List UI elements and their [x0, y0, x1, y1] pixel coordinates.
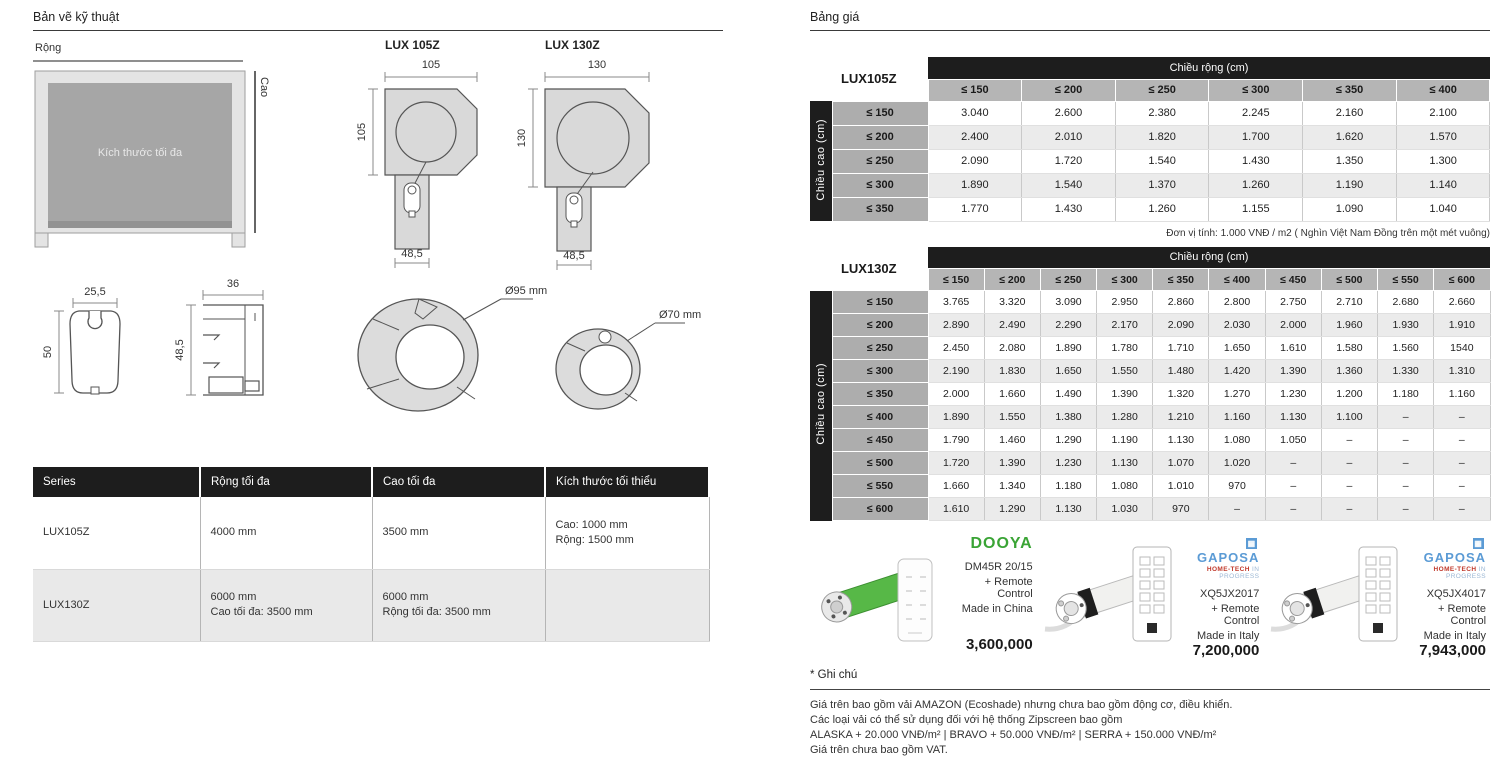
price-cell: 3.320: [984, 291, 1040, 314]
price-cell: 2.450: [928, 337, 984, 360]
price-cell: 1.130: [1040, 498, 1096, 521]
price-cell: 1.155: [1209, 197, 1303, 221]
width-col-header: ≤ 400: [1396, 79, 1490, 101]
dooya-info: [950, 533, 1037, 655]
width-col-header: ≤ 350: [1153, 269, 1209, 291]
price-row: [810, 197, 1490, 221]
height-row-header: ≤ 400: [832, 406, 928, 429]
price-cell: 1.100: [1321, 406, 1377, 429]
technical-drawings: [33, 37, 723, 463]
note-line: Giá trên bao gồm vải AMAZON (Ecoshade) nhưng chưa bao gồm động cơ, điều khiển.: [810, 699, 1233, 711]
gaposa-2017-price: 7,200,000: [1192, 642, 1260, 659]
price-cell: 1540: [1434, 337, 1490, 360]
svg-text:Kích thước tối đa: Kích thước tối đa: [97, 147, 183, 159]
gaposa-logo-2: ▦GAPOSA HOME-TECH IN PROGRESS: [1423, 539, 1487, 580]
price-cell: 3.090: [1040, 291, 1096, 314]
gaposa-2017-info: [1187, 533, 1264, 659]
price-cell: –: [1321, 429, 1377, 452]
profile-lux130z: [516, 38, 649, 270]
spec-cell: Cao: 1000 mm Rộng: 1500 mm: [545, 497, 709, 569]
price-cell: –: [1434, 429, 1490, 452]
product-gaposa-4017: [1263, 533, 1490, 659]
price-row: [810, 125, 1490, 149]
height-header: Chiều cao (cm): [810, 291, 832, 521]
price-cell: 2.400: [928, 125, 1022, 149]
price-cell: –: [1434, 475, 1490, 498]
price-cell: 1.550: [1097, 360, 1153, 383]
price-cell: 2.190: [928, 360, 984, 383]
width-col-header: ≤ 450: [1265, 269, 1321, 291]
dooya-line3: Made in China: [961, 603, 1033, 615]
price-cell: 1.830: [984, 360, 1040, 383]
price-cell: 1.650: [1209, 337, 1265, 360]
price-cell: 1.230: [1265, 383, 1321, 406]
note-line: Giá trên chưa bao gồm VAT.: [810, 744, 948, 756]
price-cell: 1.390: [984, 452, 1040, 475]
gaposa-2017-line3: Made in Italy: [1196, 630, 1260, 642]
spec-cell: 6000 mm Cao tối đa: 3500 mm: [200, 569, 372, 641]
spec-cell: 4000 mm: [200, 497, 372, 569]
note-line: ALASKA + 20.000 VNĐ/m² | BRAVO + 50.000 VNĐ/m² | SERRA + 150.000 VNĐ/m²: [810, 729, 1217, 741]
price-cell: –: [1378, 429, 1434, 452]
price-cell: 2.000: [1265, 314, 1321, 337]
tube-70: [556, 309, 701, 409]
price-cell: 1.080: [1097, 475, 1153, 498]
price-cell: 1.280: [1097, 406, 1153, 429]
price-cell: 1.380: [1040, 406, 1096, 429]
price-cell: 1.340: [984, 475, 1040, 498]
price-cell: –: [1265, 452, 1321, 475]
price-cell: 1.330: [1378, 360, 1434, 383]
price-table-lux105z: [810, 57, 1490, 222]
table-series-label: LUX130Z: [810, 247, 928, 291]
spec-col-header: Cao tối đa: [372, 467, 545, 497]
svg-text:36: 36: [226, 278, 240, 290]
price-cell: 2.290: [1040, 314, 1096, 337]
price-cell: 1.080: [1209, 429, 1265, 452]
svg-text:25,5: 25,5: [84, 286, 106, 298]
width-col-header: ≤ 200: [984, 269, 1040, 291]
width-col-header: ≤ 150: [928, 269, 984, 291]
height-row-header: ≤ 600: [832, 498, 928, 521]
notes-section: [810, 669, 1490, 758]
price-cell: 2.950: [1097, 291, 1153, 314]
width-col-header: ≤ 350: [1303, 79, 1397, 101]
price-cell: 1.180: [1040, 475, 1096, 498]
height-row-header: ≤ 550: [832, 475, 928, 498]
svg-text:Rộng: Rộng: [35, 42, 62, 54]
price-cell: 1.480: [1153, 360, 1209, 383]
width-col-header: ≤ 550: [1378, 269, 1434, 291]
price-cell: –: [1321, 475, 1377, 498]
price-cell: 1.820: [1115, 125, 1209, 149]
price-section: [810, 10, 1490, 758]
price-cell: 1.290: [1040, 429, 1096, 452]
channel-section: [174, 278, 263, 395]
spec-table: [33, 467, 710, 642]
motor-products: [810, 533, 1490, 659]
price-cell: 2.090: [1153, 314, 1209, 337]
price-cell: 2.090: [928, 149, 1022, 173]
price-table-lux130z-host: [810, 247, 1490, 522]
height-row-header: ≤ 200: [832, 125, 928, 149]
price-cell: 1.030: [1097, 498, 1153, 521]
price-cell: 2.080: [984, 337, 1040, 360]
product-gaposa-2017: [1037, 533, 1264, 659]
price-cell: 1.560: [1378, 337, 1434, 360]
price-cell: 1.200: [1321, 383, 1377, 406]
price-cell: 2.245: [1209, 101, 1303, 125]
right-section-title: Bảng giá: [810, 10, 860, 24]
gaposa-4017-price: 7,943,000: [1419, 642, 1487, 659]
gaposa-4017-line3: Made in Italy: [1423, 630, 1487, 642]
height-row-header: ≤ 450: [832, 429, 928, 452]
width-col-header: ≤ 150: [928, 79, 1022, 101]
dooya-motor-image: [810, 533, 950, 653]
price-cell: 2.490: [984, 314, 1040, 337]
spec-cell: [545, 569, 709, 641]
price-row: [810, 101, 1490, 125]
price-cell: 1.430: [1022, 197, 1116, 221]
price-cell: 2.750: [1265, 291, 1321, 314]
price-cell: 1.350: [1303, 149, 1397, 173]
price-cell: 1.040: [1396, 197, 1490, 221]
price-cell: 1.010: [1153, 475, 1209, 498]
height-row-header: ≤ 500: [832, 452, 928, 475]
spec-cell: LUX105Z: [33, 497, 200, 569]
price-cell: 1.130: [1265, 406, 1321, 429]
profile-lux105z: [356, 38, 477, 268]
price-cell: 1.360: [1321, 360, 1377, 383]
technical-drawings-section: [33, 10, 723, 642]
price-row: [810, 291, 1490, 314]
price-cell: 2.600: [1022, 101, 1116, 125]
gaposa-4017-line2: + Remote Control: [1438, 603, 1487, 627]
price-cell: 1.290: [984, 498, 1040, 521]
price-row: [810, 314, 1490, 337]
spec-cell: LUX130Z: [33, 569, 200, 641]
height-header: Chiều cao (cm): [810, 101, 832, 221]
height-row-header: ≤ 250: [832, 149, 928, 173]
price-cell: 1.890: [928, 406, 984, 429]
gaposa-icon: ▦: [1247, 539, 1257, 548]
notes-title: * Ghi chú: [810, 669, 858, 681]
price-cell: 1.720: [1022, 149, 1116, 173]
price-cell: 1.610: [1265, 337, 1321, 360]
price-cell: –: [1265, 475, 1321, 498]
height-row-header: ≤ 300: [832, 360, 928, 383]
gaposa-2017-line2: + Remote Control: [1211, 603, 1260, 627]
price-cell: 1.300: [1396, 149, 1490, 173]
price-cell: 1.790: [928, 429, 984, 452]
unit-note: Đơn vị tính: 1.000 VNĐ / m2 ( Nghìn Việt Nam Đồng trên một mét vuông): [1166, 227, 1490, 239]
price-cell: 1.610: [928, 498, 984, 521]
spec-row: [33, 569, 709, 641]
dooya-logo: DOOYA: [970, 535, 1033, 552]
price-cell: 970: [1209, 475, 1265, 498]
height-row-header: ≤ 350: [832, 197, 928, 221]
price-cell: 1.260: [1209, 173, 1303, 197]
height-row-header: ≤ 200: [832, 314, 928, 337]
price-cell: 2.010: [1022, 125, 1116, 149]
height-row-header: ≤ 250: [832, 337, 928, 360]
spec-col-header: Kích thước tối thiểu: [545, 467, 709, 497]
svg-text:LUX 130Z: LUX 130Z: [545, 38, 600, 52]
price-cell: 2.000: [928, 383, 984, 406]
price-cell: 1.090: [1303, 197, 1397, 221]
width-col-header: ≤ 400: [1209, 269, 1265, 291]
height-row-header: ≤ 150: [832, 291, 928, 314]
gaposa-2017-model: XQ5JX2017: [1200, 588, 1260, 600]
width-col-header: ≤ 600: [1434, 269, 1490, 291]
price-row: [810, 360, 1490, 383]
height-row-header: ≤ 150: [832, 101, 928, 125]
price-row: [810, 452, 1490, 475]
price-cell: 1.210: [1153, 406, 1209, 429]
price-cell: 1.700: [1209, 125, 1303, 149]
price-cell: 3.765: [928, 291, 984, 314]
price-table-lux105z-host: [810, 57, 1490, 222]
price-row: [810, 173, 1490, 197]
price-row: [810, 429, 1490, 452]
left-title-rule: [33, 30, 723, 31]
price-row: [810, 406, 1490, 429]
price-cell: 1.930: [1378, 314, 1434, 337]
svg-text:LUX 105Z: LUX 105Z: [385, 38, 440, 52]
price-cell: 1.540: [1022, 173, 1116, 197]
price-cell: –: [1434, 406, 1490, 429]
right-title-rule: [810, 30, 1490, 31]
gaposa-icon-2: ▦: [1474, 539, 1483, 548]
width-col-header: ≤ 200: [1022, 79, 1116, 101]
table-series-label: LUX105Z: [810, 57, 928, 101]
price-cell: 1.390: [1097, 383, 1153, 406]
price-cell: 1.890: [928, 173, 1022, 197]
svg-text:48,5: 48,5: [401, 248, 423, 260]
price-cell: 1.160: [1434, 383, 1490, 406]
width-header: Chiều rộng (cm): [928, 247, 1490, 269]
svg-text:50: 50: [42, 345, 54, 359]
spec-row: [33, 497, 709, 569]
svg-text:130: 130: [516, 128, 528, 148]
price-cell: 1.780: [1097, 337, 1153, 360]
svg-text:105: 105: [421, 59, 441, 71]
price-cell: 3.040: [928, 101, 1022, 125]
price-cell: 1.490: [1040, 383, 1096, 406]
price-row: [810, 498, 1490, 521]
dooya-model: DM45R 20/15: [964, 561, 1033, 573]
price-cell: 2.680: [1378, 291, 1434, 314]
price-cell: 2.890: [928, 314, 984, 337]
product-dooya: [810, 533, 1037, 655]
price-cell: 2.800: [1209, 291, 1265, 314]
spec-table-host: [33, 467, 723, 642]
price-cell: 2.380: [1115, 101, 1209, 125]
dooya-line2: + Remote Control: [984, 576, 1033, 600]
price-cell: 2.710: [1321, 291, 1377, 314]
bottombar-section: [42, 286, 120, 394]
svg-text:Cao: Cao: [258, 77, 270, 98]
price-cell: 1.460: [984, 429, 1040, 452]
price-cell: 1.230: [1040, 452, 1096, 475]
width-col-header: ≤ 300: [1097, 269, 1153, 291]
height-row-header: ≤ 300: [832, 173, 928, 197]
price-cell: 1.190: [1097, 429, 1153, 452]
price-row: [810, 149, 1490, 173]
price-cell: 1.070: [1153, 452, 1209, 475]
price-cell: 1.370: [1115, 173, 1209, 197]
price-cell: 2.860: [1153, 291, 1209, 314]
price-cell: –: [1378, 475, 1434, 498]
price-cell: 1.320: [1153, 383, 1209, 406]
price-cell: 1.660: [928, 475, 984, 498]
spec-col-header: Rộng tối đa: [200, 467, 372, 497]
price-cell: –: [1434, 452, 1490, 475]
spec-cell: 6000 mm Rộng tối đa: 3500 mm: [372, 569, 545, 641]
price-cell: 1.430: [1209, 149, 1303, 173]
spec-col-header: Series: [33, 467, 200, 497]
price-cell: 1.720: [928, 452, 984, 475]
price-cell: 1.310: [1434, 360, 1490, 383]
price-cell: 1.570: [1396, 125, 1490, 149]
gaposa-logo: ▦GAPOSA HOME-TECH IN PROGRESS: [1197, 539, 1260, 580]
gaposa-motor-image: [1037, 533, 1187, 653]
svg-text:Ø70 mm: Ø70 mm: [659, 309, 702, 321]
tube-95: [358, 285, 547, 411]
svg-text:48,5: 48,5: [563, 250, 585, 262]
price-cell: 1.390: [1265, 360, 1321, 383]
price-cell: 1.910: [1434, 314, 1490, 337]
price-cell: 1.270: [1209, 383, 1265, 406]
price-cell: 970: [1153, 498, 1209, 521]
svg-text:Ø95 mm: Ø95 mm: [505, 285, 548, 297]
max-size-diagram: [33, 42, 270, 247]
width-col-header: ≤ 300: [1209, 79, 1303, 101]
price-row: [810, 337, 1490, 360]
price-cell: 2.030: [1209, 314, 1265, 337]
price-cell: –: [1265, 498, 1321, 521]
spec-cell: 3500 mm: [372, 497, 545, 569]
price-cell: –: [1378, 406, 1434, 429]
width-col-header: ≤ 250: [1115, 79, 1209, 101]
price-cell: 1.180: [1378, 383, 1434, 406]
price-cell: –: [1321, 498, 1377, 521]
price-cell: 1.260: [1115, 197, 1209, 221]
price-cell: 1.620: [1303, 125, 1397, 149]
price-row: [810, 383, 1490, 406]
price-cell: 2.170: [1097, 314, 1153, 337]
height-row-header: ≤ 350: [832, 383, 928, 406]
price-cell: 1.190: [1303, 173, 1397, 197]
price-cell: 1.540: [1115, 149, 1209, 173]
price-cell: –: [1434, 498, 1490, 521]
price-cell: –: [1378, 452, 1434, 475]
price-cell: 1.890: [1040, 337, 1096, 360]
gaposa-motor-image-2: [1263, 533, 1413, 653]
dooya-price: 3,600,000: [965, 636, 1033, 653]
price-cell: 1.130: [1097, 452, 1153, 475]
gaposa-4017-model: XQ5JX4017: [1426, 588, 1487, 600]
price-cell: 1.710: [1153, 337, 1209, 360]
price-cell: 2.660: [1434, 291, 1490, 314]
price-cell: 1.770: [928, 197, 1022, 221]
svg-text:48,5: 48,5: [174, 339, 186, 361]
notes-lines: [810, 698, 1490, 758]
price-cell: 1.420: [1209, 360, 1265, 383]
width-col-header: ≤ 250: [1040, 269, 1096, 291]
price-cell: –: [1378, 498, 1434, 521]
gaposa-4017-info: [1413, 533, 1490, 659]
price-cell: 1.130: [1153, 429, 1209, 452]
price-cell: –: [1321, 452, 1377, 475]
price-cell: 2.160: [1303, 101, 1397, 125]
note-line: Các loại vải có thể sử dụng đối với hệ thống Zipscreen bao gồm: [810, 714, 1123, 726]
price-cell: 1.160: [1209, 406, 1265, 429]
price-cell: 1.050: [1265, 429, 1321, 452]
price-cell: 1.020: [1209, 452, 1265, 475]
width-header: Chiều rộng (cm): [928, 57, 1490, 79]
price-table-lux130z: [810, 247, 1491, 522]
price-cell: 1.660: [984, 383, 1040, 406]
price-cell: –: [1209, 498, 1265, 521]
price-cell: 2.100: [1396, 101, 1490, 125]
svg-text:130: 130: [587, 59, 607, 71]
price-cell: 1.580: [1321, 337, 1377, 360]
price-cell: 1.960: [1321, 314, 1377, 337]
price-row: [810, 475, 1490, 498]
notes-rule: [810, 689, 1490, 690]
width-col-header: ≤ 500: [1321, 269, 1377, 291]
svg-text:105: 105: [356, 122, 368, 142]
price-cell: 1.140: [1396, 173, 1490, 197]
left-section-title: Bản vẽ kỹ thuật: [33, 10, 120, 24]
price-cell: 1.550: [984, 406, 1040, 429]
price-cell: 1.650: [1040, 360, 1096, 383]
